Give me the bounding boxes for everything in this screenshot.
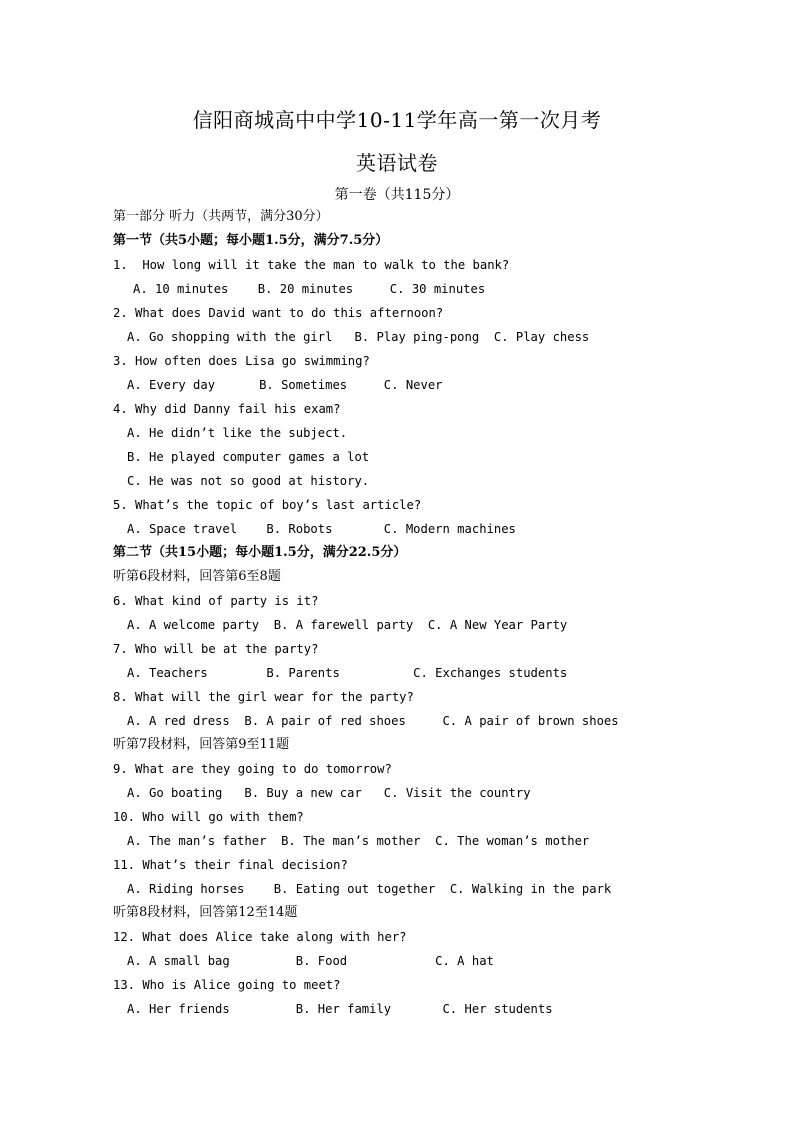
- answer-options: A. A small bag B. Food C. A hat: [127, 954, 494, 968]
- question-text: 4. Why did Danny fail his exam?: [113, 402, 341, 416]
- question-text: 3. How often does Lisa go swimming?: [113, 354, 370, 368]
- answer-options: A. Go boating B. Buy a new car C. Visit the country: [127, 786, 531, 800]
- question-text: 9. What are they going to do tomorrow?: [113, 762, 392, 776]
- answer-options: A. A welcome party B. A farewell party C. A New Year Party: [127, 618, 568, 632]
- page-title: 信阳商城高中中学10-11学年高一第一次月考: [192, 108, 602, 132]
- section-heading: 第二节（共15小题；每小题1.5分，满分22.5分）: [113, 545, 407, 560]
- answer-options: C. He was not so good at history.: [127, 474, 370, 488]
- question-text: 1. How long will it take the man to walk to the bank?: [113, 258, 510, 272]
- question-text: 2. What does David want to do this afternoon?: [113, 306, 444, 320]
- page-subtitle: 英语试卷: [356, 151, 438, 175]
- question-text: 7. Who will be at the party?: [113, 642, 319, 656]
- instruction-text: 听第8段材料，回答第12至14题: [113, 905, 298, 920]
- answer-options: A. Go shopping with the girl B. Play ping-pong C. Play chess: [127, 330, 590, 344]
- question-text: 12. What does Alice take along with her?: [113, 930, 407, 944]
- answer-options: A. The man’s father B. The man’s mother C. The woman’s mother: [127, 834, 590, 848]
- answer-options: A. Riding horses B. Eating out together C. Walking in the park: [127, 882, 612, 896]
- question-text: 5. What’s the topic of boy’s last article?: [113, 498, 422, 512]
- section-heading: 第一节（共5小题；每小题1.5分，满分7.5分）: [113, 233, 389, 248]
- question-text: 10. Who will go with them?: [113, 810, 304, 824]
- answer-options: A. He didn’t like the subject.: [127, 426, 348, 440]
- volume-heading: 第一卷（共115分）: [334, 187, 460, 203]
- answer-options: A. Space travel B. Robots C. Modern machines: [127, 522, 516, 536]
- instruction-text: 听第6段材料，回答第6至8题: [113, 569, 281, 584]
- answer-options: A. Every day B. Sometimes C. Never: [127, 378, 443, 392]
- question-text: 13. Who is Alice going to meet?: [113, 978, 341, 992]
- question-text: 6. What kind of party is it?: [113, 594, 319, 608]
- answer-options: A. A red dress B. A pair of red shoes C. A pair of brown shoes: [127, 714, 619, 728]
- answer-options: A. Her friends B. Her family C. Her students: [127, 1002, 553, 1016]
- answer-options: A. Teachers B. Parents C. Exchanges students: [127, 666, 568, 680]
- question-text: 11. What’s their final decision?: [113, 858, 348, 872]
- answer-options: B. He played computer games a lot: [127, 450, 370, 464]
- exam-content: [113, 205, 753, 1021]
- question-text: 8. What will the girl wear for the party?: [113, 690, 414, 704]
- instruction-text: 听第7段材料，回答第9至11题: [113, 737, 290, 752]
- answer-options: A. 10 minutes B. 20 minutes C. 30 minutes: [133, 282, 486, 296]
- instruction-text: 第一部分 听力（共两节，满分30分）: [113, 209, 329, 224]
